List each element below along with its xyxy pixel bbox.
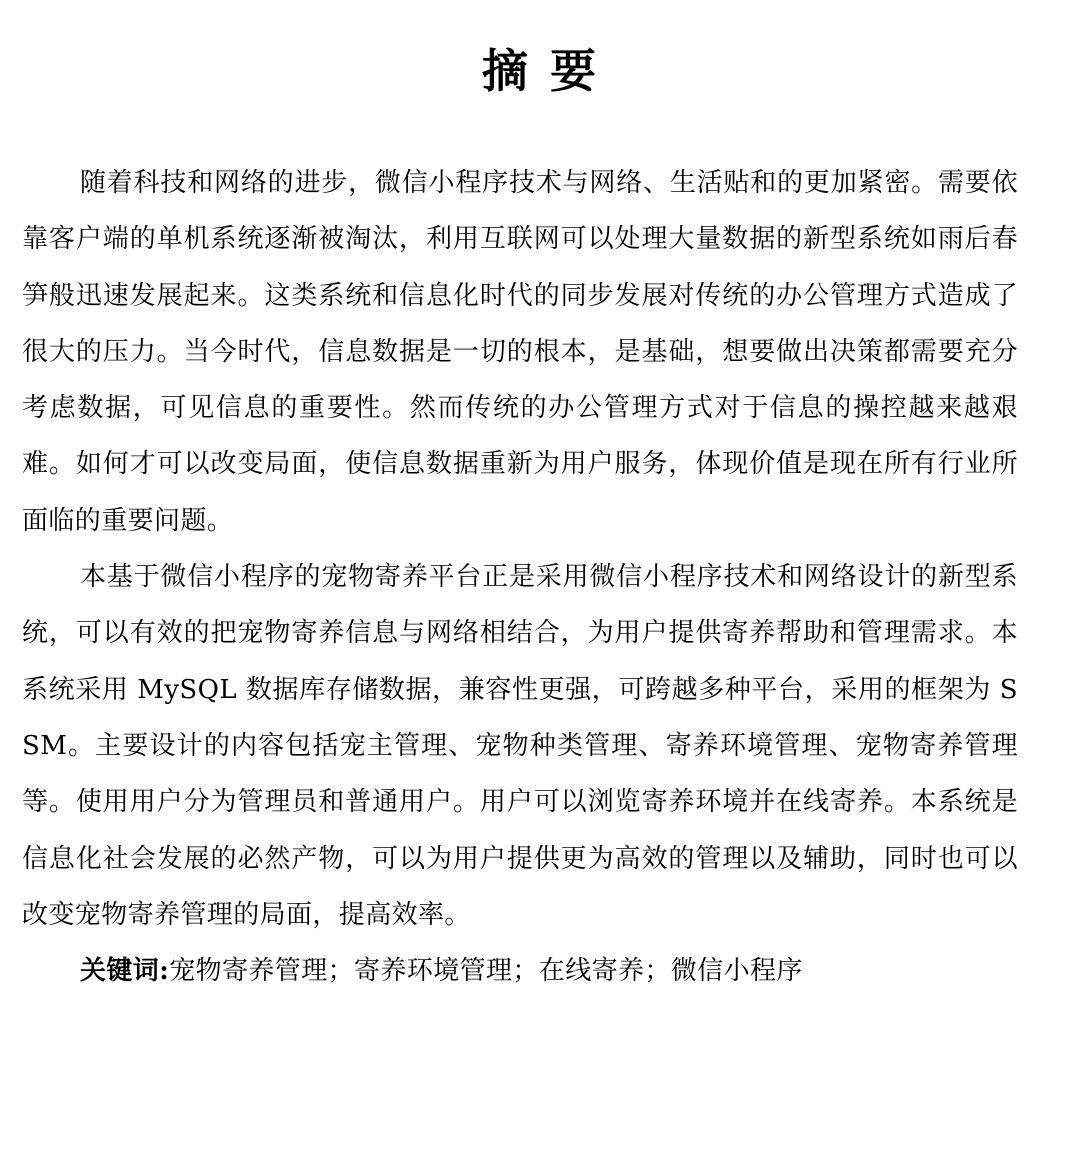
abstract-paragraph-2: 本基于微信小程序的宠物寄养平台正是采用微信小程序技术和网络设计的新型系统，可以有效的把宠物寄养信息与网络相结合，为用户提供寄养帮助和管理需求。本系统采用 MySQL 数据库存储数据，兼容性更强，可跨越多种平台，采用的框架为 SSM。主要设计的内容包括宠主管理、宠物种类管理、寄养环境管理、宠物寄养管理等。使用用户分为管理员和普通用户。用户可以浏览寄养环境并在线寄养。本系统是信息化社会发展的必然产物，可以为用户提供更为高效的管理以及辅助，同时也可以改变宠物寄养管理的局面，提高效率。	[22, 562, 1018, 930]
abstract-body	[22, 155, 1018, 999]
abstract-paragraph-1: 随着科技和网络的进步，微信小程序技术与网络、生活贴和的更加紧密。需要依靠客户端的单机系统逐渐被淘汰，利用互联网可以处理大量数据的新型系统如雨后春笋般迅速发展起来。这类系统和信息化时代的同步发展对传统的办公管理方式造成了很大的压力。当今时代，信息数据是一切的根本，是基础，想要做出决策都需要充分考虑数据，可见信息的重要性。然而传统的办公管理方式对于信息的操控越来越艰难。如何才可以改变局面，使信息数据重新为用户服务，体现价值是现在所有行业所面临的重要问题。	[22, 168, 1018, 536]
keywords-text: 宠物寄养管理；寄养环境管理；在线寄养；微信小程序	[169, 956, 803, 987]
keywords-label: 关键词:	[80, 956, 170, 987]
keywords-line	[22, 943, 1018, 999]
page-title: 摘要	[482, 44, 618, 98]
